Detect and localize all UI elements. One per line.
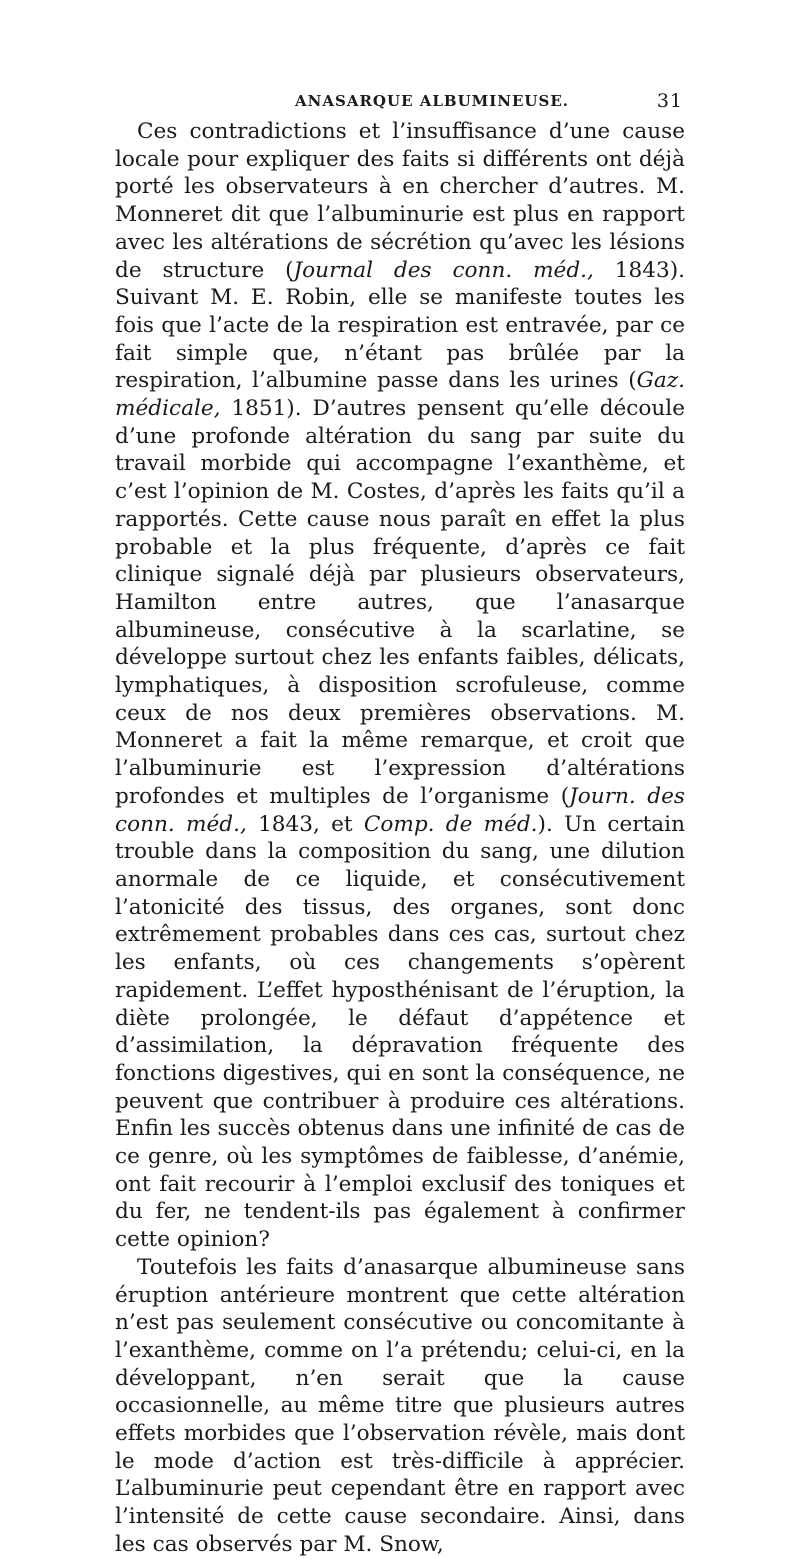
book-page — [115, 92, 685, 1559]
text-run: 1851). D’autres pensent qu’elle découle d’une profonde altération du sang par suite du travail morbide qui accompagne l’exanthème, et c’est l’opinion de M. Costes, d’après les faits qu’il a rapportés. Cette cause nous paraît en effet la plus probable et la plus fréquente, d’après ce fait clinique signalé déjà par plusieurs observateurs, Hamilton entre autres, que l’anasarque albumineuse, consécutive à la scarlatine, se développe surtout chez les enfants faibles, délicats, lymphatiques, à disposition scrofuleuse, comme ceux de nos deux premières observations. M. Monneret a fait la même remarque, et croit que l’albuminurie est l’expression d’altérations profondes et multiples de l’organisme ( — [115, 396, 685, 809]
text-run: Ces contradictions et l’insuffisance d’une cause locale pour expliquer des faits si différents ont déjà porté les observateurs à en chercher d’autres. M. Monneret dit que l’albuminurie est plus en rapport avec les altérations de sécrétion qu’avec les lésions de structure ( — [115, 119, 685, 283]
running-title: ANASARQUE ALBUMINEUSE. — [295, 92, 570, 110]
citation-compendium: Comp. de méd. — [363, 811, 538, 837]
citation-gazette: Gaz. médicale, — [115, 368, 685, 422]
citation-journal: Journ. des conn. méd., — [115, 783, 685, 837]
text-run: 1843). Suivant M. E. Robin, elle se manifeste toutes les fois que l’acte de la respiration est entravée, par ce fait simple que, n’étant pas brûlée par la respiration, l’albumine passe dans les urines ( — [115, 257, 685, 394]
text-run: ). Un certain trouble dans la composition du sang, une dilution anormale de ce liquide, et consécutivement l’atonicité des tissus, des organes, sont donc extrêmement probables dans ces cas, surtout chez les enfants, où ces changements s’opèrent rapidement. L’effet hyposthénisant de l’éruption, la diète prolongée, le défaut d’appétence et d’assimilation, la dépravation fréquente des fonctions digestives, qui en sont la conséquence, ne peuvent que contribuer à produire ces altérations. Enfin les succès obtenus dans une infinité de cas de ce genre, où les symptômes de faiblesse, d’anémie, ont fait recourir à l’emploi exclusif des toniques et du fer, ne tendent-ils pas également à confirmer cette opinion? — [115, 811, 685, 1253]
text-run: Toutefois les faits d’anasarque albumineuse sans éruption antérieure montrent que cette altération n’est pas seulement consécutive ou concomitante à l’exanthème, comme on l’a prétendu; celui-ci, en la développant, n’en serait que la cause occasionnelle, au même titre que plusieurs autres effets morbides que l’observation révèle, mais dont le mode d’action est très-difficile à apprécier. L’albuminurie peut cependant être en rapport avec l’intensité de cette cause secondaire. Ainsi, dans les cas observés par M. Snow, — [115, 1254, 685, 1557]
citation-journal: Journal des conn. méd., — [293, 257, 594, 283]
page-number: 31 — [656, 90, 683, 112]
paragraph-1 — [115, 118, 685, 1254]
paragraph-2 — [115, 1254, 685, 1559]
running-head — [115, 92, 685, 118]
text-run: 1843, et — [246, 811, 364, 837]
